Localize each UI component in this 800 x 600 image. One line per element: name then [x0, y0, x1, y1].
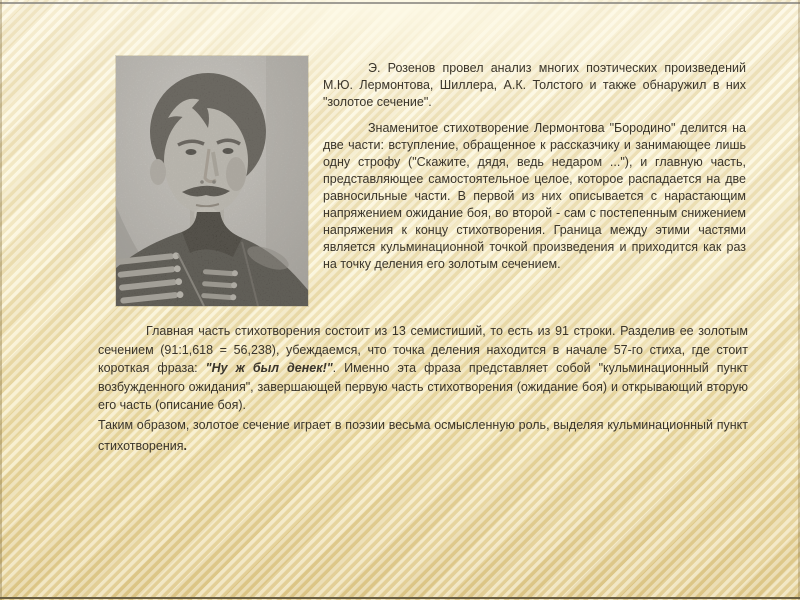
paragraph-conclusion [98, 415, 748, 457]
golden-section-text-after: . Именно эта фраза представляет собой "кульминационный пункт возбужденного ожидания", завершающей первую часть стихотворения (ожидание боя) и открывающий вторую его часть (описание боя). [98, 361, 749, 412]
conclusion-period: . [183, 438, 187, 453]
text-block-right [323, 60, 746, 282]
lermontov-portrait-photo [116, 56, 308, 306]
conclusion-text: Таким образом, золотое сечение играет в поэзии весьма осмысленную роль, выделяя кульминационный пункт стихотворения [98, 417, 748, 453]
paragraph-rozenov-analysis: Э. Розенов провел анализ многих поэтических произведений М.Ю. Лермонтова, Шиллера, А.К. Толстого и также обнаружил в них "золотое сечение". [323, 61, 746, 109]
golden-section-text-before: Главная часть стихотворения состоит из 13 семистиший, то есть из 91 строки. Разделив ее золотым сечением (91:1,618 = 56,238), убеждаемся, что точка деления находится в начале 57-го стиха, где стоит короткая фраза: [98, 324, 748, 375]
left-edge-shadow [0, 0, 2, 600]
top-border-line [0, 2, 800, 4]
bottom-border-line [0, 597, 800, 599]
text-block-bottom [98, 322, 748, 457]
quoted-phrase-emphasis: "Ну ж был денек!" [205, 361, 333, 375]
portrait-illustration [116, 56, 308, 306]
paragraph-golden-section-calculation [98, 322, 748, 415]
paragraph-borodino-structure: Знаменитое стихотворение Лермонтова "Бородино" делится на две части: вступление, обращенное к рассказчику и занимающее лишь одну строфу ("Скажите, дядя, ведь недаром ..."), и главную часть, представляющее самостоятельное целое, которое распадается на две равносильные части. В первой из них описывается с нарастающим напряжением ожидание боя, во второй - сам с постепенным снижением напряжения к концу стихотворения. Граница между этими частями является кульминационной точкой произведения и приходится как раз на точку деления его золотым сечением. [323, 121, 746, 271]
